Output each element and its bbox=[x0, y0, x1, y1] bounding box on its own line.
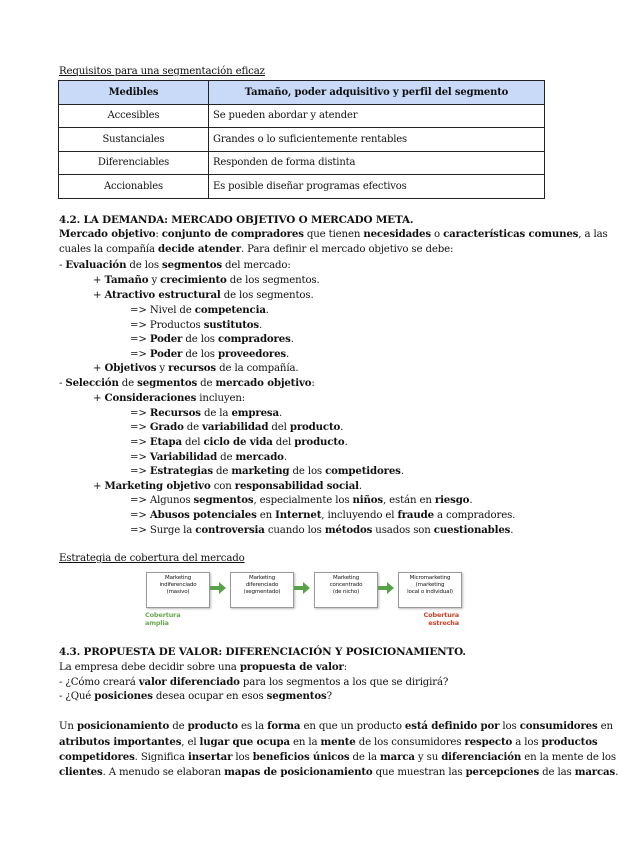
list-item: + Consideraciones incluyen: bbox=[93, 392, 246, 404]
right-arrow-icon bbox=[210, 582, 226, 594]
table-cell: Se pueden abordar y atender bbox=[209, 104, 545, 128]
list-item: + Objetivos y recursos de la compañía. bbox=[93, 362, 299, 374]
table-cell: Accionables bbox=[59, 175, 209, 199]
list-item: => Surge la controversia cuando los métodos usados son cuestionables. bbox=[130, 524, 514, 536]
section-heading-demand: 4.2. LA DEMANDA: MERCADO OBJETIVO O MERCADO META. bbox=[59, 214, 414, 226]
list-item: - ¿Cómo creará valor diferenciado para los segmentos a los que se dirigirá? bbox=[59, 676, 449, 688]
list-item: - Selección de segmentos de mercado objetivo: bbox=[59, 377, 315, 389]
list-item: => Estrategias de marketing de los competidores. bbox=[130, 465, 404, 477]
paragraph-line: competidores. Significa insertar los beneficios únicos de la marca y su diferenciación en la mente de los bbox=[59, 751, 616, 763]
table-header-cell: Tamaño, poder adquisitivo y perfil del segmento bbox=[209, 81, 545, 105]
diagram-box: Micromarketing (marketing local o individual) bbox=[398, 572, 462, 608]
requirements-table bbox=[58, 80, 545, 199]
table-cell: Diferenciables bbox=[59, 151, 209, 175]
table-row bbox=[59, 175, 545, 199]
table-row bbox=[59, 151, 545, 175]
right-arrow-icon bbox=[378, 582, 394, 594]
table-cell: Accesibles bbox=[59, 104, 209, 128]
coverage-title: Estrategia de cobertura del mercado bbox=[59, 553, 245, 564]
list-item: + Marketing objetivo con responsabilidad social. bbox=[93, 480, 362, 492]
paragraph-line: cuales la compañía decide atender. Para definir el mercado objetivo se debe: bbox=[59, 243, 454, 255]
paragraph-line: La empresa debe decidir sobre una propuesta de valor: bbox=[59, 661, 348, 673]
list-item: => Variabilidad de mercado. bbox=[130, 451, 287, 463]
requirements-title: Requisitos para una segmentación eficaz bbox=[59, 66, 265, 77]
table-row bbox=[59, 128, 545, 152]
list-item: - Evaluación de los segmentos del mercado: bbox=[59, 259, 291, 271]
list-item: => Poder de los compradores. bbox=[130, 333, 294, 345]
table-cell: Responden de forma distinta bbox=[209, 151, 545, 175]
diagram-box: Marketing diferenciado (segmentado) bbox=[230, 572, 294, 608]
paragraph-line: Mercado objetivo: conjunto de compradores que tienen necesidades o características comunes, a las bbox=[59, 228, 608, 240]
paragraph-line: Un posicionamiento de producto es la forma en que un producto está definido por los consumidores en bbox=[59, 720, 613, 732]
table-row bbox=[59, 104, 545, 128]
table-header-cell: Medibles bbox=[59, 81, 209, 105]
coverage-wide-label: Cobertura amplia bbox=[145, 611, 181, 627]
list-item: + Atractivo estructural de los segmentos. bbox=[93, 289, 314, 301]
table-cell: Grandes o lo suficientemente rentables bbox=[209, 128, 545, 152]
list-item: => Recursos de la empresa. bbox=[130, 407, 283, 419]
right-arrow-icon bbox=[294, 582, 310, 594]
list-item: => Etapa del ciclo de vida del producto. bbox=[130, 436, 348, 448]
list-item: + Tamaño y crecimiento de los segmentos. bbox=[93, 274, 320, 286]
paragraph-line: clientes. A menudo se elaboran mapas de posicionamiento que muestran las percepciones de las marcas. bbox=[59, 766, 618, 778]
paragraph-line: atributos importantes, el lugar que ocupa en la mente de los consumidores respecto a los productos bbox=[59, 736, 598, 748]
list-item: => Grado de variabilidad del producto. bbox=[130, 421, 344, 433]
diagram-box: Marketing indiferenciado (masivo) bbox=[146, 572, 210, 608]
table-header-row bbox=[59, 81, 545, 105]
diagram-box: Marketing concentrado (de nicho) bbox=[314, 572, 378, 608]
list-item: => Abusos potenciales en Internet, incluyendo el fraude a compradores. bbox=[130, 509, 516, 521]
list-item: => Nivel de competencia. bbox=[130, 304, 269, 316]
list-item: => Algunos segmentos, especialmente los niños, están en riesgo. bbox=[130, 494, 473, 506]
table-cell: Es posible diseñar programas efectivos bbox=[209, 175, 545, 199]
coverage-narrow-label: Cobertura estrecha bbox=[423, 611, 459, 627]
list-item: => Productos sustitutos. bbox=[130, 319, 263, 331]
list-item: => Poder de los proveedores. bbox=[130, 348, 290, 360]
list-item: - ¿Qué posiciones desea ocupar en esos segmentos? bbox=[59, 690, 332, 702]
table-cell: Sustanciales bbox=[59, 128, 209, 152]
section-heading-value: 4.3. PROPUESTA DE VALOR: DIFERENCIACIÓN Y POSICIONAMIENTO. bbox=[59, 646, 466, 658]
